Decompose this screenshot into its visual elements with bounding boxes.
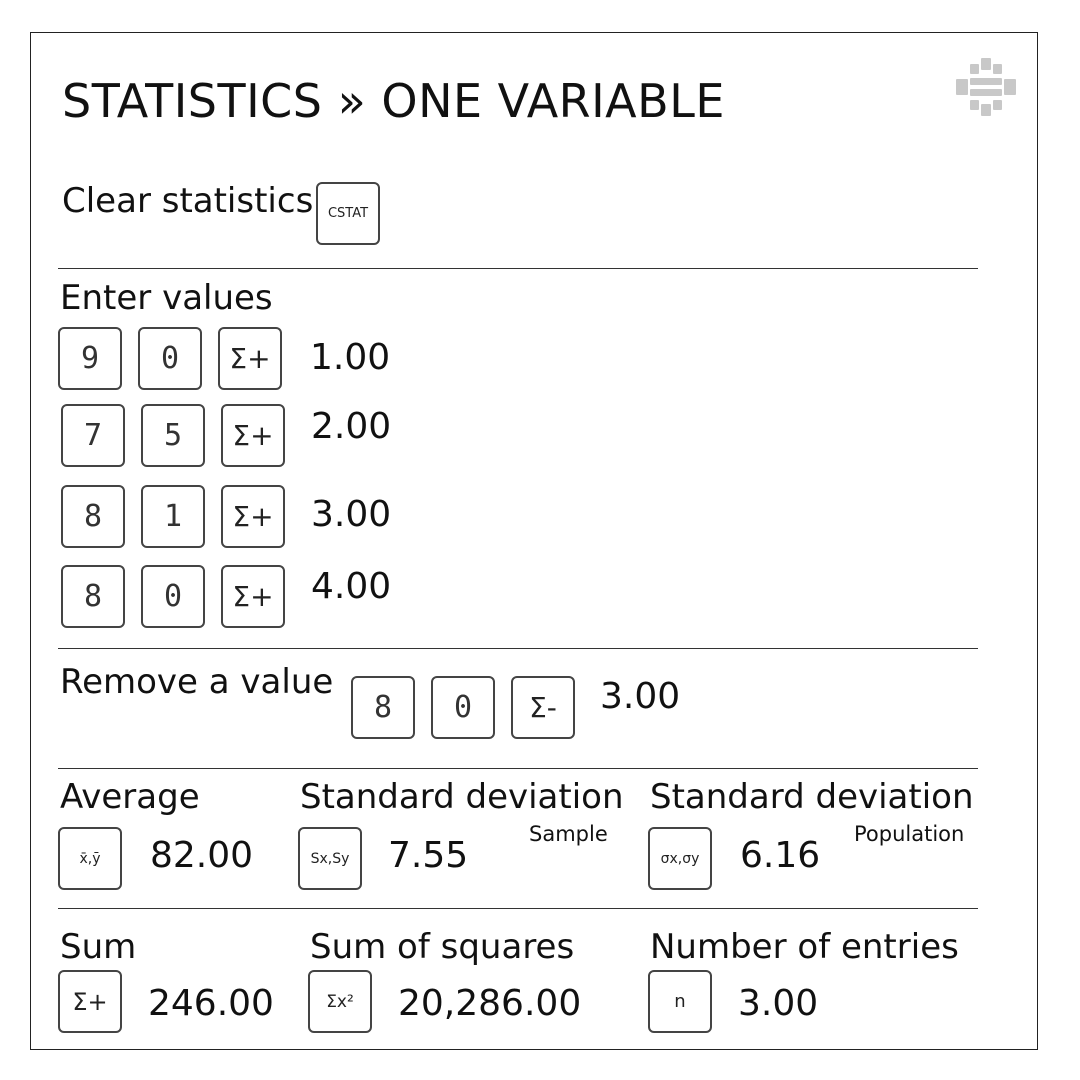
- entries-value: 3.00: [738, 983, 819, 1024]
- sample-note: Sample: [529, 822, 608, 846]
- digit-key[interactable]: [141, 485, 205, 548]
- sample-sd-key-label: Sx,Sy: [310, 850, 350, 867]
- sigma-plus-key[interactable]: [221, 404, 285, 467]
- population-sd-key[interactable]: [648, 827, 712, 890]
- entries-key[interactable]: [648, 970, 712, 1033]
- sum-key-label: Σ+: [72, 987, 108, 1016]
- sum-squares-key[interactable]: [308, 970, 372, 1033]
- mean-key[interactable]: [58, 827, 122, 890]
- digit-key[interactable]: [58, 327, 122, 390]
- sample-sd-value: 7.55: [388, 835, 469, 876]
- sigma-minus-key-label: Σ-: [529, 691, 557, 724]
- sum-squares-key-label: Σx²: [326, 991, 354, 1012]
- digit-key-label: 1: [163, 499, 183, 534]
- digit-key-label: 0: [163, 579, 183, 614]
- sum-squares-value: 20,286.00: [398, 983, 582, 1024]
- digit-key-label: 5: [163, 418, 183, 453]
- entry-count: 4.00: [311, 566, 392, 607]
- digit-key-label: 0: [160, 341, 180, 376]
- population-sd-value: 6.16: [740, 835, 821, 876]
- digit-key-label: 7: [83, 418, 103, 453]
- sigma-plus-key[interactable]: [221, 485, 285, 548]
- sum-value: 246.00: [148, 983, 274, 1024]
- digit-key[interactable]: [351, 676, 415, 739]
- digit-key-label: 8: [83, 499, 103, 534]
- digit-key[interactable]: [431, 676, 495, 739]
- enter-values-label: Enter values: [60, 278, 273, 318]
- sum-key[interactable]: [58, 970, 122, 1033]
- digit-key[interactable]: [61, 485, 125, 548]
- sigma-plus-key-label: Σ+: [232, 500, 274, 533]
- sum-squares-label: Sum of squares: [310, 927, 575, 967]
- digit-key[interactable]: [141, 404, 205, 467]
- divider: [58, 268, 978, 269]
- divider: [58, 648, 978, 649]
- population-note: Population: [854, 822, 965, 846]
- sample-sd-key[interactable]: [298, 827, 362, 890]
- digit-key-label: 8: [373, 690, 393, 725]
- mean-key-label: x̄,ȳ: [79, 850, 101, 867]
- entries-key-label: n: [674, 991, 686, 1012]
- sigma-plus-key-label: Σ+: [232, 419, 274, 452]
- cstat-key[interactable]: [316, 182, 380, 245]
- population-sd-label: Standard deviation: [650, 777, 974, 817]
- population-sd-key-label: σx,σy: [660, 850, 700, 867]
- sigma-plus-key-label: Σ+: [229, 342, 271, 375]
- cstat-key-label: CSTAT: [327, 206, 369, 221]
- average-label: Average: [60, 777, 200, 817]
- digit-key-label: 0: [453, 690, 473, 725]
- clear-statistics-label: Clear statistics: [62, 181, 314, 221]
- sigma-minus-key[interactable]: [511, 676, 575, 739]
- sample-sd-label: Standard deviation: [300, 777, 624, 817]
- digit-key[interactable]: [138, 327, 202, 390]
- digit-key-label: 8: [83, 579, 103, 614]
- sigma-plus-key[interactable]: [221, 565, 285, 628]
- digit-key[interactable]: [141, 565, 205, 628]
- digit-key-label: 9: [80, 341, 100, 376]
- digit-key[interactable]: [61, 404, 125, 467]
- entries-label: Number of entries: [650, 927, 959, 967]
- page-title: STATISTICS » ONE VARIABLE: [62, 74, 725, 128]
- divider: [58, 768, 978, 769]
- sigma-plus-key[interactable]: [218, 327, 282, 390]
- average-value: 82.00: [150, 835, 254, 876]
- entry-count: 1.00: [310, 337, 391, 378]
- remove-value-label: Remove a value: [60, 662, 334, 702]
- divider: [58, 908, 978, 909]
- sum-label: Sum: [60, 927, 137, 967]
- sigma-plus-key-label: Σ+: [232, 580, 274, 613]
- digit-key[interactable]: [61, 565, 125, 628]
- remove-count: 3.00: [600, 676, 681, 717]
- snowflake-logo-icon: [956, 58, 1016, 116]
- entry-count: 3.00: [311, 494, 392, 535]
- entry-count: 2.00: [311, 406, 392, 447]
